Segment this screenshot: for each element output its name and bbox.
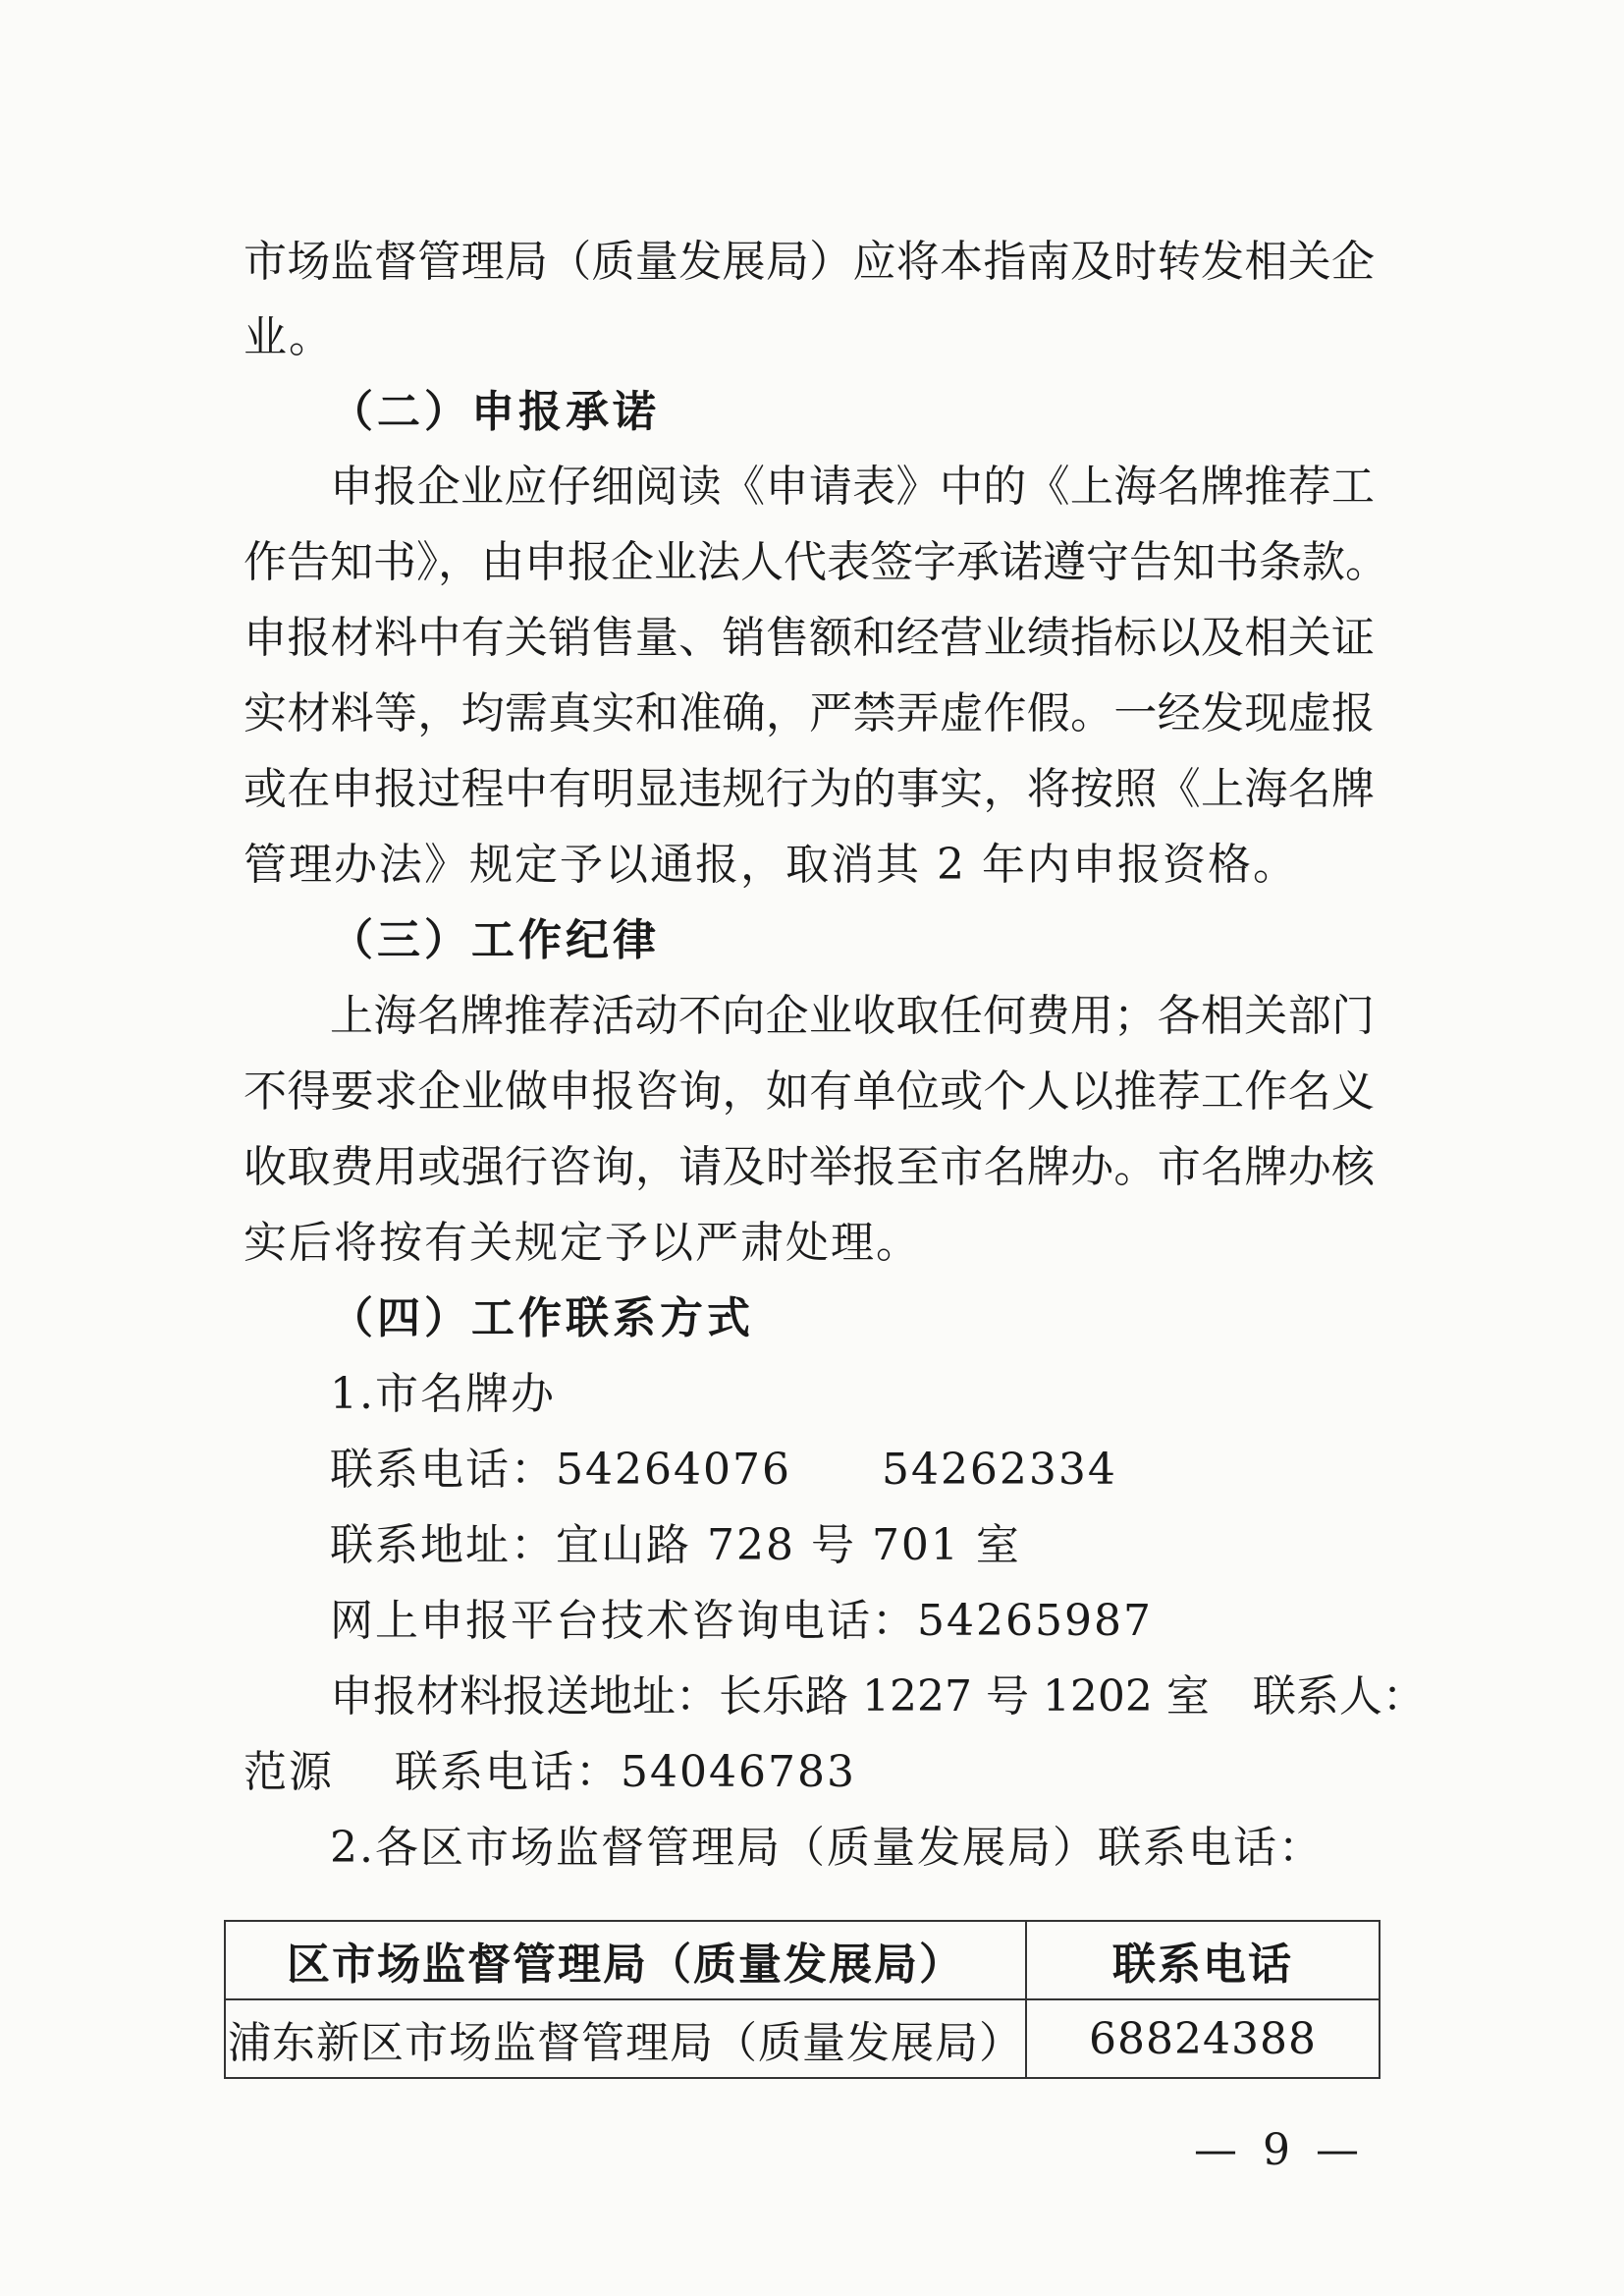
table-cell: 68824388 <box>1026 1999 1380 2078</box>
table-header-cell: 联系电话 <box>1026 1921 1380 1999</box>
paragraph-line: 作告知书》，由申报企业法人代表签字承诺遵守告知书条款。 <box>244 537 1388 587</box>
section-heading: （四）工作联系方式 <box>330 1293 754 1343</box>
contact-line: 联系地址：宜山路 728 号 701 室 <box>330 1520 1021 1570</box>
paragraph-line: 收取费用或强行咨询，请及时举报至市名牌办。市名牌办核 <box>244 1142 1375 1192</box>
table-header-row <box>225 1921 1380 1999</box>
paragraph-line: 上海名牌推荐活动不向企业收取任何费用；各相关部门 <box>330 991 1375 1041</box>
section-heading: （三）工作纪律 <box>330 915 660 965</box>
paragraph-line: 业。 <box>244 312 334 362</box>
section-heading: （二）申报承诺 <box>330 387 660 437</box>
paragraph-line: 申报企业应仔细阅读《申请表》中的《上海名牌推荐工 <box>330 462 1375 512</box>
paragraph-line: 管理办法》规定予以通报，取消其 2 年内申报资格。 <box>244 840 1298 890</box>
page-number: — 9 — <box>1194 2125 1365 2175</box>
contact-line: 范源 联系电话：54046783 <box>244 1747 856 1797</box>
table-cell: 浦东新区市场监督管理局（质量发展局） <box>225 1999 1026 2078</box>
paragraph-line: 或在申报过程中有明显违规行为的事实，将按照《上海名牌 <box>244 764 1375 814</box>
table-row <box>225 1999 1380 2078</box>
contact-table <box>224 1920 1380 2079</box>
paragraph-line: 实后将按有关规定予以严肃处理。 <box>244 1218 921 1268</box>
paragraph-line: 不得要求企业做申报咨询，如有单位或个人以推荐工作名义 <box>244 1066 1375 1117</box>
contact-line: 联系电话：54264076 54262334 <box>330 1445 1117 1495</box>
contact-line: 网上申报平台技术咨询电话：54265987 <box>330 1596 1153 1646</box>
contact-line: 2.各区市场监督管理局（质量发展局）联系电话： <box>330 1823 1324 1873</box>
paragraph-line: 申报材料中有关销售量、销售额和经营业绩指标以及相关证 <box>244 613 1375 663</box>
paragraph-line: 市场监督管理局（质量发展局）应将本指南及时转发相关企 <box>244 237 1375 287</box>
contact-line: 1.市名牌办 <box>330 1369 556 1419</box>
contact-line: 申报材料报送地址：长乐路 1227 号 1202 室 联系人： <box>330 1671 1426 1722</box>
table-header-cell: 区市场监督管理局（质量发展局） <box>225 1921 1026 1999</box>
paragraph-line: 实材料等，均需真实和准确，严禁弄虚作假。一经发现虚报 <box>244 688 1375 738</box>
